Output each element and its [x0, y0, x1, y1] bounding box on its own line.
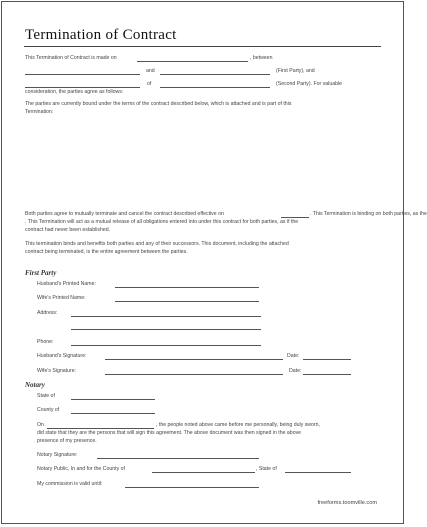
bound-line-2: Termination: — [25, 109, 54, 115]
bound-line-1: The parties are currently bound under the terms of the contract described below, which is attached and is part of this — [25, 101, 292, 107]
state-of-label: State of — [37, 393, 55, 399]
husband-signature-label: Husband's Signature: — [37, 353, 87, 359]
binding-line-2: contract being terminated, is the entire agreement between the parties. — [25, 249, 188, 255]
date-blank[interactable] — [137, 61, 248, 62]
notary-body-2: did state that they are the persons that will sign this agreement. The above document was then signed in the above — [37, 430, 302, 436]
commission-field[interactable] — [125, 487, 259, 488]
notary-heading: Notary — [25, 381, 45, 389]
notary-body-1: , the people noted above came before me personally, being duly sworn, — [156, 422, 320, 428]
wife-date-field[interactable] — [303, 374, 351, 375]
intro-second-party: (Second Party). For valuable — [276, 81, 343, 87]
husband-printed-name-label: Husband's Printed Name: — [37, 281, 96, 287]
phone-label: Phone: — [37, 339, 54, 345]
address-field-2[interactable] — [71, 329, 261, 330]
document-title: Termination of Contract — [25, 27, 177, 43]
husband-signature-field[interactable] — [105, 359, 283, 360]
county-of-label: County of — [37, 407, 60, 413]
title-rule — [24, 46, 381, 47]
address-label: Address: — [37, 310, 58, 316]
first-party-address-blank[interactable] — [160, 74, 270, 75]
county-field[interactable] — [71, 413, 155, 414]
binding-line-1: This termination binds and benefits both parties and any of their successors. This document, including the attached — [25, 241, 289, 247]
intro-made-on: This Termination of Contract is made on — [25, 55, 117, 61]
wife-date-label: Date: — [289, 368, 302, 374]
husband-date-field[interactable] — [303, 359, 351, 360]
notary-state-label: , State of — [256, 466, 277, 472]
notary-date-field[interactable] — [47, 428, 154, 429]
commission-label: My commission is valid until: — [37, 481, 103, 487]
intro-of: of — [147, 81, 152, 87]
notary-body-3: presence of my presence. — [37, 438, 97, 444]
address-field-1[interactable] — [71, 316, 261, 317]
notary-county-field[interactable] — [152, 472, 255, 473]
notary-on: On — [37, 422, 44, 428]
first-party-name-blank[interactable] — [25, 74, 140, 75]
state-field[interactable] — [71, 399, 155, 400]
footer-url: freeforms.toomville.com — [317, 500, 377, 506]
effective-date-blank[interactable] — [281, 217, 309, 218]
wife-signature-label: Wife's Signature: — [37, 368, 77, 374]
husband-date-label: Date: — [287, 353, 300, 359]
wife-signature-field[interactable] — [105, 374, 283, 375]
notary-state-field[interactable] — [285, 472, 351, 473]
second-party-name-blank[interactable] — [25, 87, 140, 88]
wife-printed-name-field[interactable] — [115, 301, 259, 302]
intro-consideration: consideration, the parties agree as follows: — [25, 89, 124, 95]
intro-first-party: (First Party), and — [276, 68, 315, 74]
intro-between: , between — [250, 55, 273, 61]
agree-line-2: . This Termination will act as a mutual release of all obligations entered into under this contract for both parties, as if the — [25, 219, 299, 225]
wife-printed-name-label: Wife's Printed Name: — [37, 295, 86, 301]
husband-printed-name-field[interactable] — [115, 287, 259, 288]
intro-and: and — [146, 68, 155, 74]
phone-field[interactable] — [71, 345, 261, 346]
first-party-heading: First Party — [25, 269, 57, 277]
second-party-address-blank[interactable] — [160, 87, 270, 88]
notary-signature-label: Notary Signature: — [37, 452, 78, 458]
agree-line-1-end: . This Termination is binding on both parties, as the — [310, 211, 427, 217]
notary-signature-field[interactable] — [97, 458, 259, 459]
notary-public-label: Notary Public, In and for the County of — [37, 466, 125, 472]
page-border — [1, 1, 404, 524]
agree-line-3: contract had never been established. — [25, 227, 111, 233]
agree-line-1: Both parties agree to mutually terminate and cancel the contract described effective on — [25, 211, 224, 217]
